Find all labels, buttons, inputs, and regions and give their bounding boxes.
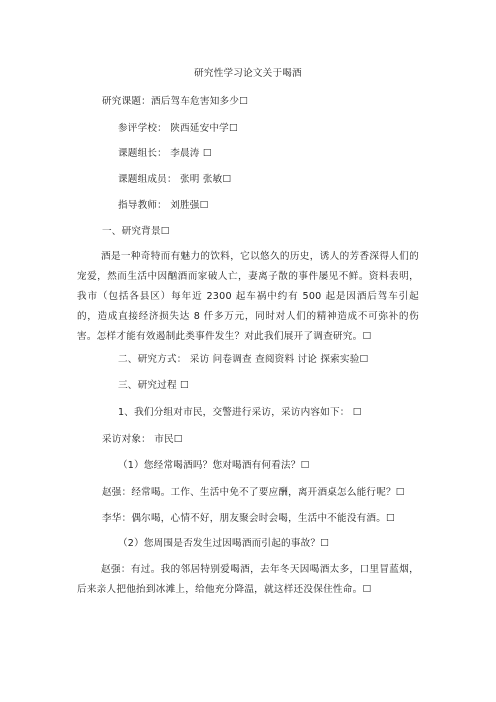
section-3-heading: 三、研究过程 ☐ (118, 380, 189, 391)
section-1-heading: 一、研究背景☐ (102, 226, 170, 237)
research-subject: 研究课题：酒后驾车危害知多少☐ (102, 96, 248, 107)
answer-1-zhao: 赵强：经常喝。工作、生活中免不了要应酬，离开酒桌怎么能行呢？☐ (102, 487, 405, 498)
group-leader: 课题组长： 李晨涛 ☐ (118, 148, 212, 159)
question-2: （2）您周围是否发生过因喝酒而引起的事故？☐ (118, 538, 329, 549)
participating-school: 参评学校： 陕西延安中学☐ (118, 123, 238, 134)
step-1: 1、我们分组对市民，交警进行采访，采访内容如下： ☐ (118, 407, 362, 418)
question-1: （1）您经常喝酒吗？您对喝酒有何看法？☐ (118, 460, 310, 471)
advising-teacher: 指导教师： 刘胜强☐ (118, 200, 209, 211)
section-2-heading: 二、研究方式： 采访 问卷调查 查阅资料 讨论 探索实验☐ (118, 354, 369, 365)
answer-1-li: 李华：偶尔喝，心情不好，朋友聚会时会喝，生活中不能没有酒。☐ (102, 513, 395, 524)
document-title: 研究性学习论文关于喝酒 (194, 68, 302, 79)
section-1-paragraph: 酒是一种奇特而有魅力的饮料，它以悠久的历史，诱人的芳香深得人们的宠爱，然而生活中因酗酒而家破人亡，妻离子散的事件屡见不鲜。资料表明，我市（包括各县区）每年近 2300 起车祸中约有 500 起是因酒后驾车引起的，造成直接经济损失达 8 仟多万元，同时对人们的精神造成不可弥补的伤害。怎样才能有效遏制此类事件发生？对此我们展开了调查研究。☐ (77, 251, 419, 342)
group-members: 课题组成员： 张明 张敏☐ (118, 174, 232, 185)
interviewee: 采访对象： 市民☐ (102, 434, 183, 445)
answer-2-zhao: 赵强：有过。我的邻居特别爱喝酒，去年冬天因喝酒太多，口里冒蓝烟，后来亲人把他抬到冰滩上，给他充分降温，就这样还没保住性命。☐ (77, 564, 419, 595)
